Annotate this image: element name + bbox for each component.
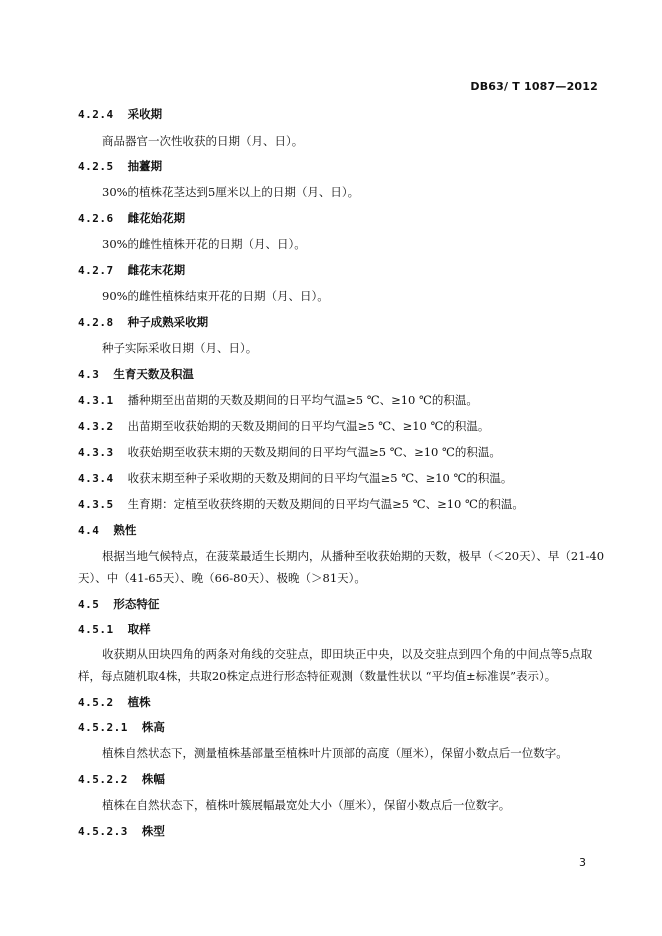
clause-number: 4.5.2.3 (78, 825, 128, 838)
clause-number: 4.2.5 (78, 160, 114, 173)
clause-heading-4-2-5 (78, 159, 162, 174)
clause-body-4-5-1: 收获期从田块四角的两条对角线的交驻点，即田块正中央，以及交驻点到四个角的中间点等5点取样，每点随机取4株，共取20株定点进行形态特征观测（数量性状以 “平均值±标准误”表示）。 (78, 647, 593, 683)
clause-text: 收获始期至收获末期的天数及期间的日平均气温≥5 ℃、≥10 ℃的积温。 (127, 445, 501, 459)
clause-text: 播种期至出苗期的天数及期间的日平均气温≥5 ℃、≥10 ℃的积温。 (127, 393, 478, 407)
clause-heading-4-5-1 (78, 622, 151, 637)
clause-number: 4.5.1 (78, 623, 114, 636)
clause-4-3-5 (78, 497, 524, 512)
clause-number: 4.3.5 (78, 498, 114, 511)
clause-heading-4-2-4 (78, 107, 162, 122)
clause-title: 雌花始花期 (127, 211, 186, 225)
clause-4-3-4 (78, 471, 512, 486)
clause-number: 4.4 (78, 524, 100, 537)
clause-title: 取样 (127, 622, 151, 636)
clause-body-4-2-7: 90%的雌性植株结束开花的日期（月、日）。 (102, 289, 329, 303)
clause-heading-4-5-2 (78, 695, 151, 710)
clause-body-4-2-5: 30%的植株花茎达到5厘米以上的日期（月、日）。 (102, 185, 360, 199)
clause-number: 4.2.7 (78, 264, 114, 277)
clause-number: 4.3.4 (78, 472, 114, 485)
clause-title: 雌花末花期 (127, 263, 186, 277)
clause-body-4-2-4: 商品器官一次性收获的日期（月、日）。 (102, 134, 304, 148)
clause-heading-4-5-2-1 (78, 720, 165, 735)
clause-title: 抽薹期 (127, 159, 163, 173)
clause-4-3-1 (78, 393, 478, 408)
clause-number: 4.3.1 (78, 394, 114, 407)
clause-number: 4.2.8 (78, 316, 114, 329)
clause-title: 生育天数及积温 (113, 367, 194, 381)
clause-number: 4.5.2.2 (78, 773, 128, 786)
clause-body-4-5-2-2: 植株在自然状态下，植株叶簇展幅最宽处大小（厘米），保留小数点后一位数字。 (102, 798, 511, 812)
clause-title: 种子成熟采收期 (127, 315, 209, 329)
clause-body-4-5-2-1: 植株自然状态下，测量植株基部量至植株叶片顶部的高度（厘米），保留小数点后一位数字。 (102, 746, 568, 760)
clause-heading-4-2-6 (78, 211, 185, 226)
clause-heading-4-5-2-2 (78, 772, 165, 787)
clause-body-4-2-8: 种子实际采收日期（月、日）。 (102, 341, 258, 355)
clause-heading-4-2-7 (78, 263, 185, 278)
clause-heading-4-5-2-3 (78, 824, 165, 839)
clause-text: 出苗期至收获始期的天数及期间的日平均气温≥5 ℃、≥10 ℃的积温。 (127, 419, 490, 433)
clause-number: 4.5 (78, 598, 100, 611)
clause-4-3-3 (78, 445, 501, 460)
clause-number: 4.5.2.1 (78, 721, 128, 734)
clause-number: 4.2.4 (78, 108, 114, 121)
clause-title: 形态特征 (113, 597, 160, 611)
clause-body-4-4: 根据当地气候特点，在菠菜最适生长期内，从播种至收获始期的天数，极早（＜20天）、早（21-40天）、中（41-65天）、晚（66-80天）、极晚（＞81天）。 (78, 549, 605, 585)
clause-number: 4.2.6 (78, 212, 114, 225)
clause-title: 株型 (141, 824, 165, 838)
clause-title: 植株 (127, 695, 151, 709)
standard-code: DB63/ T 1087—2012 (470, 80, 598, 93)
clause-title: 熟性 (113, 523, 137, 537)
clause-heading-4-5 (78, 597, 159, 612)
clause-title: 株高 (141, 720, 165, 734)
clause-text: 收获末期至种子采收期的天数及期间的日平均气温≥5 ℃、≥10 ℃的积温。 (127, 471, 513, 485)
clause-number: 4.3.3 (78, 446, 114, 459)
clause-number: 4.5.2 (78, 696, 114, 709)
clause-4-3-2 (78, 419, 489, 434)
clause-number: 4.3 (78, 368, 100, 381)
clause-title: 采收期 (127, 107, 163, 121)
clause-number: 4.3.2 (78, 420, 114, 433)
clause-heading-4-4 (78, 523, 136, 538)
clause-body-4-2-6: 30%的雌性植株开花的日期（月、日）。 (102, 237, 306, 251)
page-number: 3 (579, 856, 586, 869)
clause-text: 生育期：定植至收获终期的天数及期间的日平均气温≥5 ℃、≥10 ℃的积温。 (127, 497, 524, 511)
clause-heading-4-2-8 (78, 315, 208, 330)
clause-title: 株幅 (141, 772, 165, 786)
clause-heading-4-3 (78, 367, 194, 382)
